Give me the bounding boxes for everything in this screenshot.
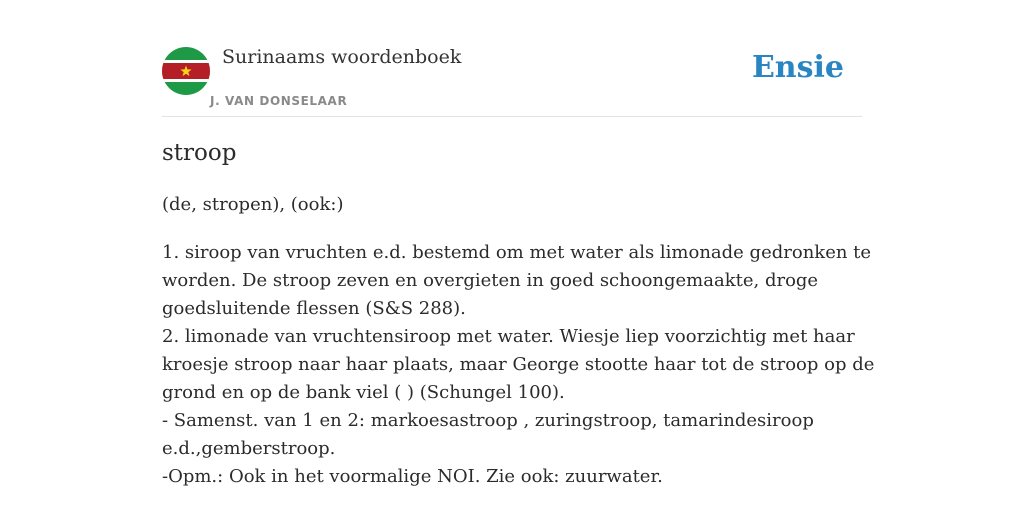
author-name[interactable]: J. VAN DONSELAAR <box>210 94 348 108</box>
definition-line: e.d.,gemberstroop. <box>162 438 336 459</box>
definition-line: grond en op de bank viel ( ) (Schungel 100). <box>162 382 565 403</box>
ensie-logo[interactable]: Ensie <box>751 50 844 85</box>
definition-line: 2. limonade van vruchtensiroop met water. Wiesje liep voorzichtig met haar <box>162 326 855 347</box>
dictionary-card <box>162 0 875 512</box>
definition-line: - Samenst. van 1 en 2: markoesastroop , zuringstroop, tamarindesiroop <box>162 410 814 431</box>
definition-line: worden. De stroop zeven en overgieten in goed schoongemaakte, droge <box>162 270 819 291</box>
definition-line: kroesje stroop naar haar plaats, maar George stootte haar tot de stroop op de <box>162 354 875 375</box>
definition-text <box>162 239 875 491</box>
dictionary-title[interactable]: Surinaams woordenboek <box>222 46 462 68</box>
headword: stroop <box>162 140 237 166</box>
grammar-info: (de, stropen), (ook:) <box>162 194 344 215</box>
flag-graphic <box>162 47 210 95</box>
definition-line: -Opm.: Ook in het voormalige NOI. Zie ook: zuurwater. <box>162 466 663 487</box>
definition-line: 1. siroop van vruchten e.d. bestemd om met water als limonade gedronken te <box>162 242 872 263</box>
header <box>162 0 862 117</box>
suriname-flag-icon <box>162 47 210 95</box>
definition-line: goedsluitende flessen (S&S 288). <box>162 298 466 319</box>
